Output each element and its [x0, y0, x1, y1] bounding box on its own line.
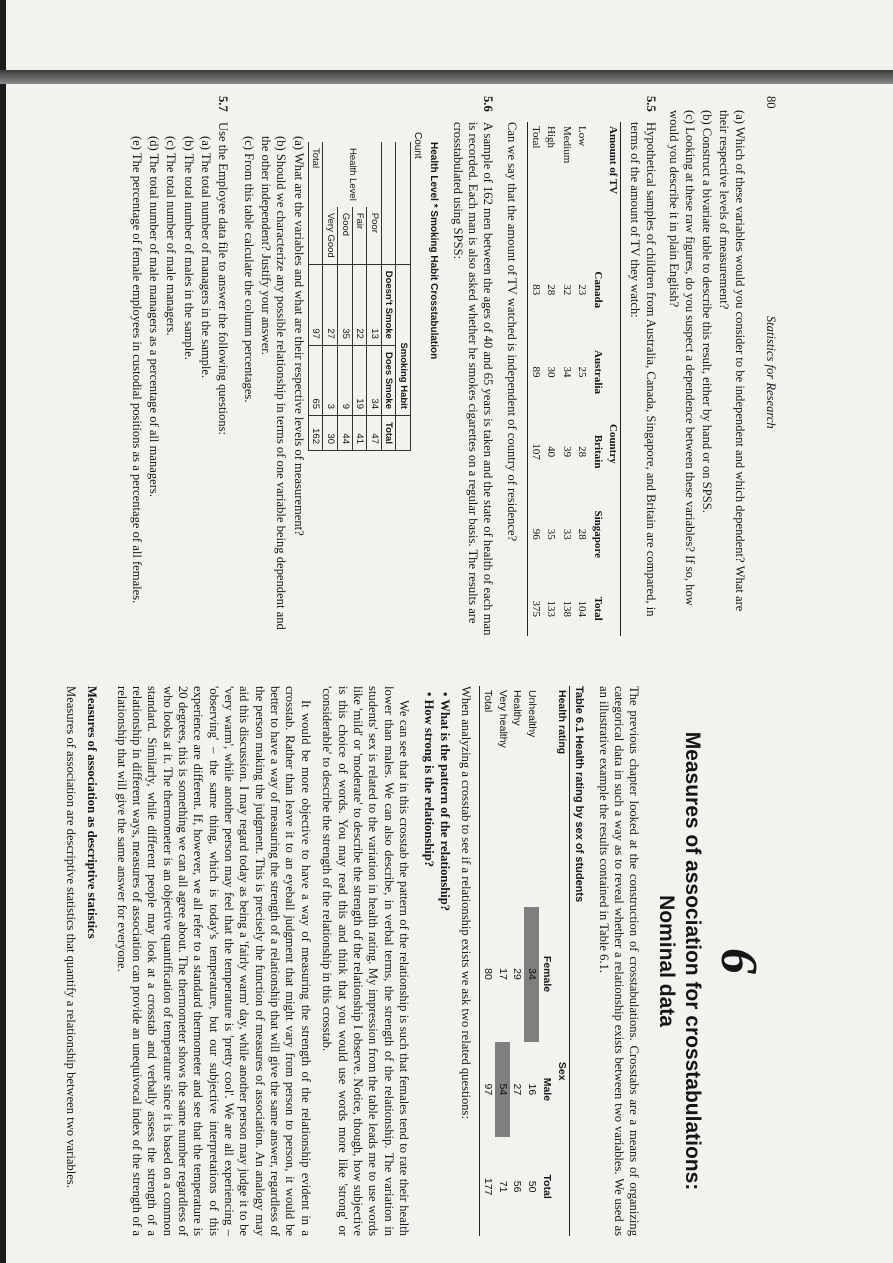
page-number: 80: [764, 96, 778, 109]
table-cell: 40: [545, 446, 558, 458]
table-cell: 30: [323, 415, 338, 450]
column-header: Total: [381, 415, 396, 450]
table-cell: 25: [576, 366, 589, 378]
section-heading: Measures of association as descriptive statistics: [85, 686, 100, 939]
table-row-header: Health rating: [554, 686, 569, 907]
table-cell: 375: [527, 581, 543, 636]
highlighted-cell: 34: [524, 907, 539, 1042]
left-page: [18, 86, 778, 646]
table-cell: 89: [527, 328, 543, 416]
table-cell: 19: [352, 345, 367, 415]
running-head-title: Statistics for Research: [764, 315, 778, 429]
table-row: [480, 686, 495, 1236]
table-cell: 13: [367, 264, 382, 345]
table-cell: 35: [545, 528, 558, 540]
table-cell: 39: [560, 446, 573, 458]
row-label: Low: [576, 126, 589, 147]
body-paragraph-3: Measures of association are descriptive statistics that quantify a relationship between two variables.: [63, 686, 78, 1188]
table-cell: 56: [511, 1180, 524, 1193]
table-row: [543, 122, 558, 636]
q54-item-b: (b) Construct a bivariate table to describe this result, either by hand or on SPSS.: [699, 110, 714, 513]
column-header: Doesn't Smoke: [381, 264, 396, 345]
table-cell: 177: [480, 1137, 495, 1236]
table-cell: 80: [480, 907, 495, 1042]
table-row: [367, 142, 382, 450]
table-cell: 133: [545, 600, 558, 617]
row-label: High: [545, 126, 558, 148]
table-cell: 50: [526, 1180, 539, 1193]
spss-crosstab: [308, 142, 411, 451]
table-row: [308, 142, 323, 450]
question-5-6: [238, 96, 495, 636]
table-cell: 28: [576, 446, 589, 458]
q56-item-b: (b) Should we characterize any possible relationship in terms of one variable being dependent and the other independent? Justify your answer.: [259, 136, 289, 630]
table-cell: 32: [560, 284, 573, 296]
book-binding-edge: [0, 0, 6, 1263]
table-cell: 33: [560, 528, 573, 540]
table-cell: 107: [527, 416, 543, 487]
table-caption: Table 6.1 Health rating by sex of students: [573, 686, 586, 903]
table-cell: 29: [511, 968, 524, 980]
chapter-title: [653, 686, 704, 1236]
table-cell: 23: [576, 284, 589, 296]
health-rating-table: [479, 686, 570, 1236]
body-paragraph-2: It would be more objective to have a way of measuring the strength of the relationship evident in a crosstab. Rather than leave it to an eyeball judgment that might vary from person to person, it would be better to have a way of measuring the strength of a relationship that will give the same answer, regardless of the person making the judgment. This is precisely the function of measures of association. An analogy may aid this discussion. I may regard today as being a 'fairly warm' day, while another person may judge it to be 'very warm', while another person may feel that the temperature is 'pretty cool'. We are all experiencing – 'observing' – the same thing, which is today's temperature, but our subjective interpretations of this experience are different. If, however, we all refer to a standard thermometer and see that the temperature is 20 degrees, this is something we can all agree about. The thermometer shows the same number regardless of who looks at it. The thermometer is an objective quantification of temperature since it is based on a common standard. Similarly, while different people may look at a crosstab and verbally assess the strength of a relationship in different ways, measures of association can provide an unequivocal index of the strength of a relationship that will give the same answer for everyone.: [114, 686, 313, 1236]
scan-gutter-shadow: [0, 70, 893, 84]
table-cell: 34: [367, 345, 382, 415]
row-label: Poor: [367, 207, 382, 264]
row-label: Medium: [560, 126, 573, 164]
column-header: Total: [541, 1174, 554, 1199]
table-cell: 96: [527, 487, 543, 581]
row-label: Fair: [352, 207, 367, 264]
q54-item-c: (c) Looking at these raw figures, do you suspect a dependence between these variables? If so, how would you describe it in plain English?: [667, 110, 697, 606]
chapter-title-line-1: Measures of association for crosstabulations:: [680, 731, 704, 1191]
body-paragraph-1: We can see that in this crosstab the pattern of the relationship is such that females tend to rate their health lower than males. We can also describe, in verbal terms, the strength of the relationship. The variation in students' sex is related to the variation in health rating. My impression from the table leads me to use words like 'mild' or 'moderate' to describe the strength of the relationship I observe. Notice, though, how subjective is this choice of words. You may read this and think that you would use words more like 'strong' or 'considerable' to describe the strength of the relationship in this crosstab.: [320, 686, 411, 1236]
table-cell: 17: [496, 968, 509, 980]
highlighted-cell: 54: [495, 1042, 510, 1138]
table-row: [527, 122, 543, 636]
table-cell: 35: [337, 264, 352, 345]
analyzing-intro: When analyzing a crosstab to see if a relationship exists we ask two related questions:: [459, 686, 474, 1119]
table-cell: 9: [337, 345, 352, 415]
q56-item-c: (c) From this table calculate the column percentages.: [241, 136, 256, 403]
table-cell: 28: [576, 528, 589, 540]
table-cell: 34: [560, 366, 573, 378]
row-label: Healthy: [511, 690, 524, 726]
row-label: Very Good: [323, 207, 338, 264]
bullet-item: • What is the pattern of the relationship?: [436, 692, 451, 1236]
table-row: [574, 122, 589, 636]
column-header: Does Smoke: [381, 345, 396, 415]
row-label: Unhealthy: [526, 690, 539, 738]
question-text: Use the Employee data file to answer the following questions:: [216, 122, 231, 436]
table-cell: 104: [576, 600, 589, 617]
question-text: Can we say that the amount of TV watched is independent of country of residence?: [504, 122, 519, 542]
column-header: Male: [541, 1077, 554, 1102]
intro-paragraph: The previous chapter looked at the construction of crosstabulations. Crosstabs are a means of organizing categorical data in such a way as to reveal whether a relationship exists between two variables. We used as an illustrative example the results contained in Table 6.1.: [596, 686, 642, 1236]
tv-table: [527, 122, 621, 636]
q57-item-a: (a) The total number of managers in the sample.: [199, 136, 214, 379]
table-cell: 30: [545, 366, 558, 378]
q57-item-d: (d) The total number of male managers as a percentage of all managers.: [146, 136, 161, 497]
column-header: Britain: [591, 434, 604, 469]
question-bullets: [421, 692, 452, 1236]
table-cell: 71: [496, 1180, 509, 1193]
table-cell: 83: [527, 252, 543, 328]
book-spread: [18, 86, 778, 1246]
spss-table-title: Health Level * Smoking Habit Crosstabulation: [428, 142, 440, 360]
table-group-header: Sex: [554, 907, 569, 1236]
chapter-title-line-2: Nominal data: [654, 895, 678, 1027]
column-header: Canada: [591, 271, 604, 309]
table-cell: 22: [352, 264, 367, 345]
table-row-header: Amount of TV: [605, 122, 621, 252]
spss-group-header: Smoking Habit: [396, 264, 411, 415]
table-row: [510, 686, 525, 1236]
chapter-number: 6: [710, 948, 767, 974]
running-head: [763, 96, 778, 636]
row-label: Very healthy: [496, 690, 509, 748]
table-cell: 97: [480, 1042, 495, 1138]
table-cell: 47: [367, 415, 382, 450]
table-cell: 16: [526, 1083, 539, 1096]
row-group-label: Health Level: [323, 142, 381, 207]
question-number: 5.6: [481, 96, 496, 112]
table-cell: 3: [323, 345, 338, 415]
table-row: [559, 122, 574, 636]
column-header: Total: [591, 596, 604, 621]
q56-item-a: (a) What are the variables and what are their respective levels of measurement?: [291, 136, 306, 536]
table-cell: 162: [308, 415, 323, 450]
question-number: 5.5: [643, 96, 658, 112]
table-cell: 41: [352, 415, 367, 450]
question-5-5: [503, 96, 658, 636]
table-cell: 138: [560, 600, 573, 617]
q57-item-b: (b) The total number of males in the sample.: [181, 136, 196, 360]
row-label: Total: [527, 122, 543, 252]
right-page: [18, 676, 778, 1246]
question-text: Hypothetical samples of children from Australia, Canada, Singapore, and Britain are compared, in terms of the amount of TV they watch:: [628, 122, 658, 617]
bullet-item: • How strong is the relationship?: [421, 692, 436, 1236]
table-cell: 97: [308, 264, 323, 345]
question-text: A sample of 162 men between the ages of 40 and 65 years is taken and the state of health of each man is recorded. Each man is also asked whether he smokes cigarettes on a regular basis. The results are crosstabulated using SPSS:: [450, 122, 496, 636]
table-row: [495, 686, 510, 1236]
table-cell: 65: [308, 345, 323, 415]
column-header: Singapore: [591, 510, 604, 558]
q54-item-a: (a) Which of these variables would you consider to be independent and which dependent? What are their respective levels of measurement?: [717, 110, 747, 612]
row-label: Total: [308, 142, 323, 264]
spss-count-label: Count: [412, 132, 424, 159]
q57-item-e: (e) The percentage of female employees in custodial positions as a percentage of all females.: [129, 136, 144, 604]
row-label: Good: [337, 207, 352, 264]
column-header: Australia: [591, 350, 604, 394]
table-row: [524, 686, 539, 1236]
q57-item-c: (c) The total number of male managers.: [164, 136, 179, 336]
row-label: Total: [480, 686, 495, 907]
table-cell: 27: [323, 264, 338, 345]
table-cell: 27: [511, 1083, 524, 1096]
column-header: Female: [541, 955, 554, 993]
question-5-7: [126, 96, 230, 636]
table-cell: 28: [545, 284, 558, 296]
table-cell: 44: [337, 415, 352, 450]
question-number: 5.7: [216, 96, 231, 112]
table-group-header: Country: [605, 252, 621, 636]
